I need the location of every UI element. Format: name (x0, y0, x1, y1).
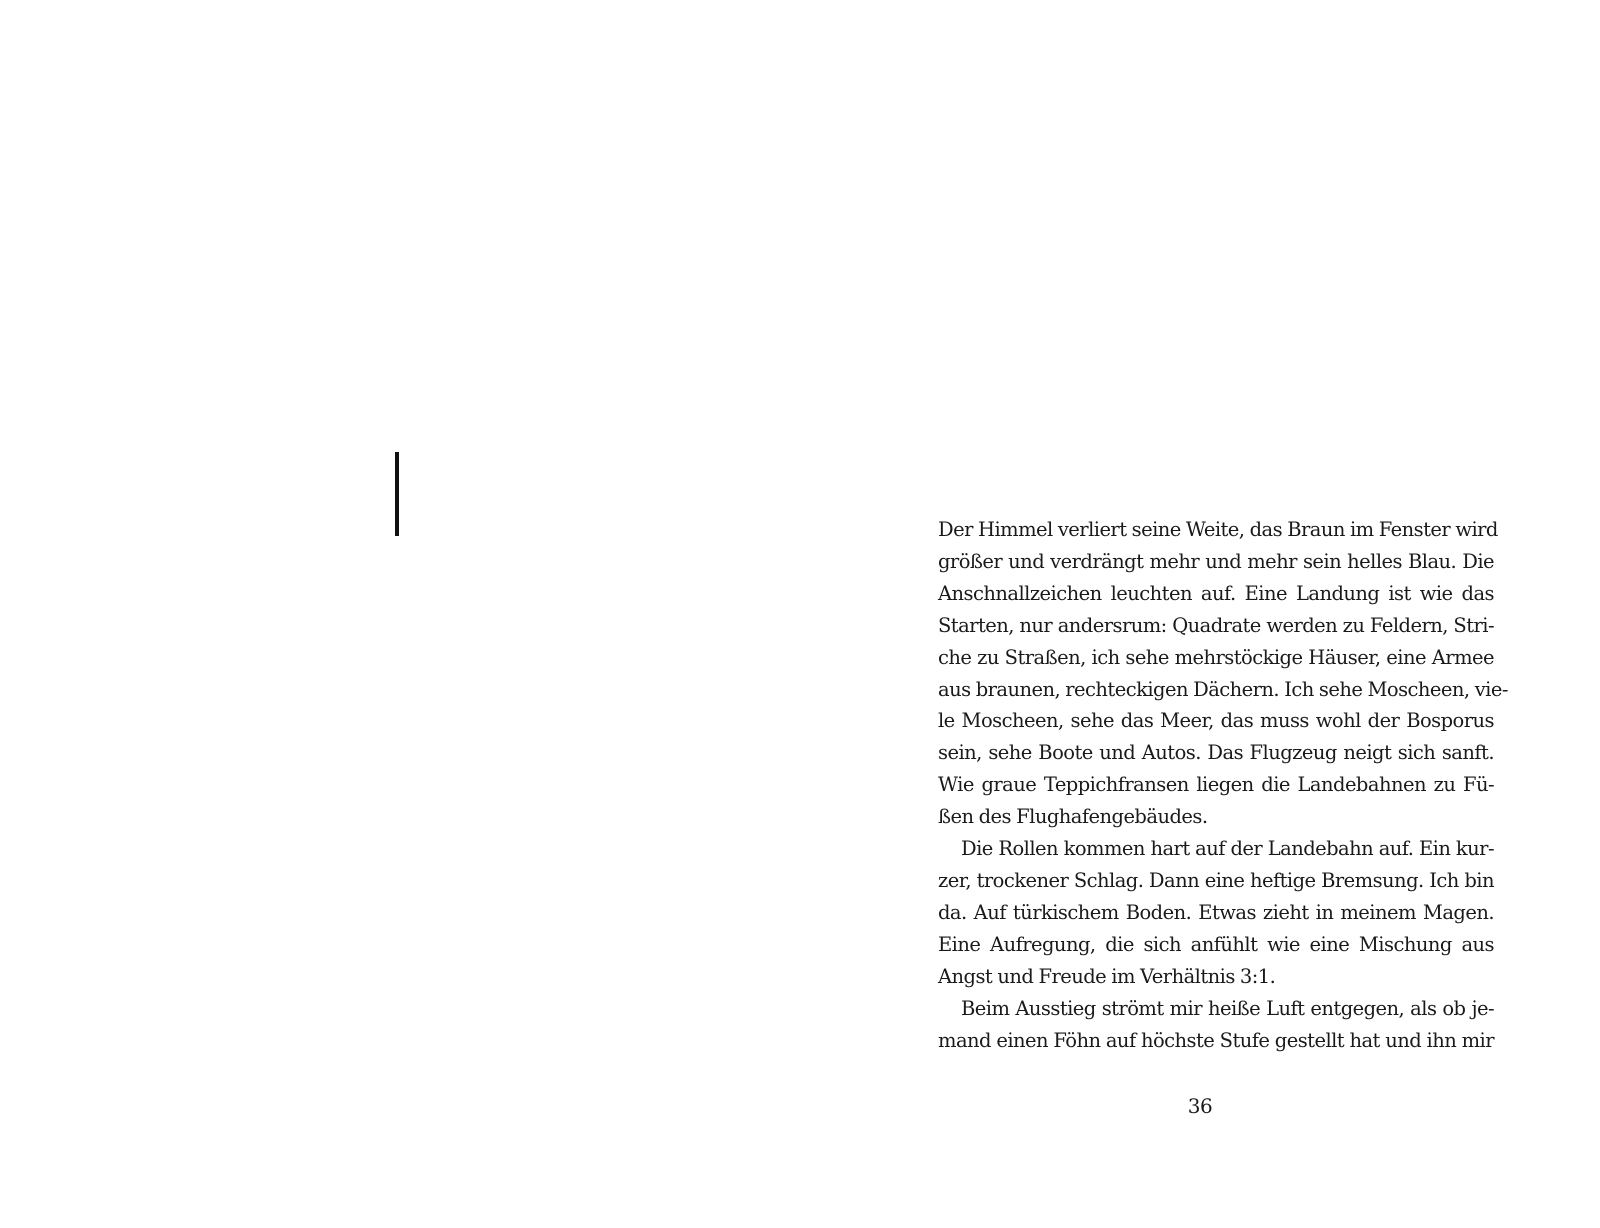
text-line: sein, sehe Boote und Autos. Das Flugzeug neigt sich sanft. (938, 741, 1494, 765)
text-line: Starten, nur andersrum: Quadrate werden zu Feldern, Stri- (938, 613, 1494, 637)
right-page (800, 0, 1600, 1228)
page-number-text: 36 (1187, 1094, 1213, 1118)
text-line: da. Auf türkischem Boden. Etwas zieht in meinem Magen. (938, 900, 1494, 924)
text-line: Die Rollen kommen hart auf der Landebahn auf. Ein kur- (961, 837, 1494, 861)
text-line: Beim Ausstieg strömt mir heiße Luft entgegen, als ob je- (961, 996, 1494, 1020)
text-line: größer und verdrängt mehr und mehr sein helles Blau. Die (938, 549, 1494, 573)
text-line: Der Himmel verliert seine Weite, das Braun im Fenster wird (938, 518, 1498, 541)
text-line: mand einen Föhn auf höchste Stufe gestellt hat und ihn mir (938, 1028, 1494, 1052)
text-line: ßen des Flughafengebäudes. (938, 805, 1208, 829)
text-line: le Moscheen, sehe das Meer, das muss wohl der Bosporus (938, 709, 1494, 733)
text-line: aus braunen, rechteckigen Dächern. Ich sehe Moscheen, vie- (938, 677, 1508, 701)
text-line: Anschnallzeichen leuchten auf. Eine Landung ist wie das (938, 581, 1494, 605)
text-line: Wie graue Teppichfransen liegen die Landebahnen zu Fü- (938, 773, 1494, 797)
paragraph-1 (938, 514, 1508, 833)
text-line: che zu Straßen, ich sehe mehrstöckige Häuser, eine Armee (938, 645, 1494, 669)
text-line: Eine Aufregung, die sich anfühlt wie eine Mischung aus (938, 932, 1494, 956)
page-number (800, 1094, 1600, 1118)
text-line: Angst und Freude im Verhältnis 3:1. (938, 964, 1276, 988)
paragraph-3 (938, 993, 1494, 1057)
text-line: zer, trockener Schlag. Dann eine heftige Bremsung. Ich bin (938, 868, 1494, 892)
body-text (938, 514, 1508, 1056)
paragraph-2 (938, 833, 1494, 993)
chapter-marker-bar (395, 452, 399, 536)
